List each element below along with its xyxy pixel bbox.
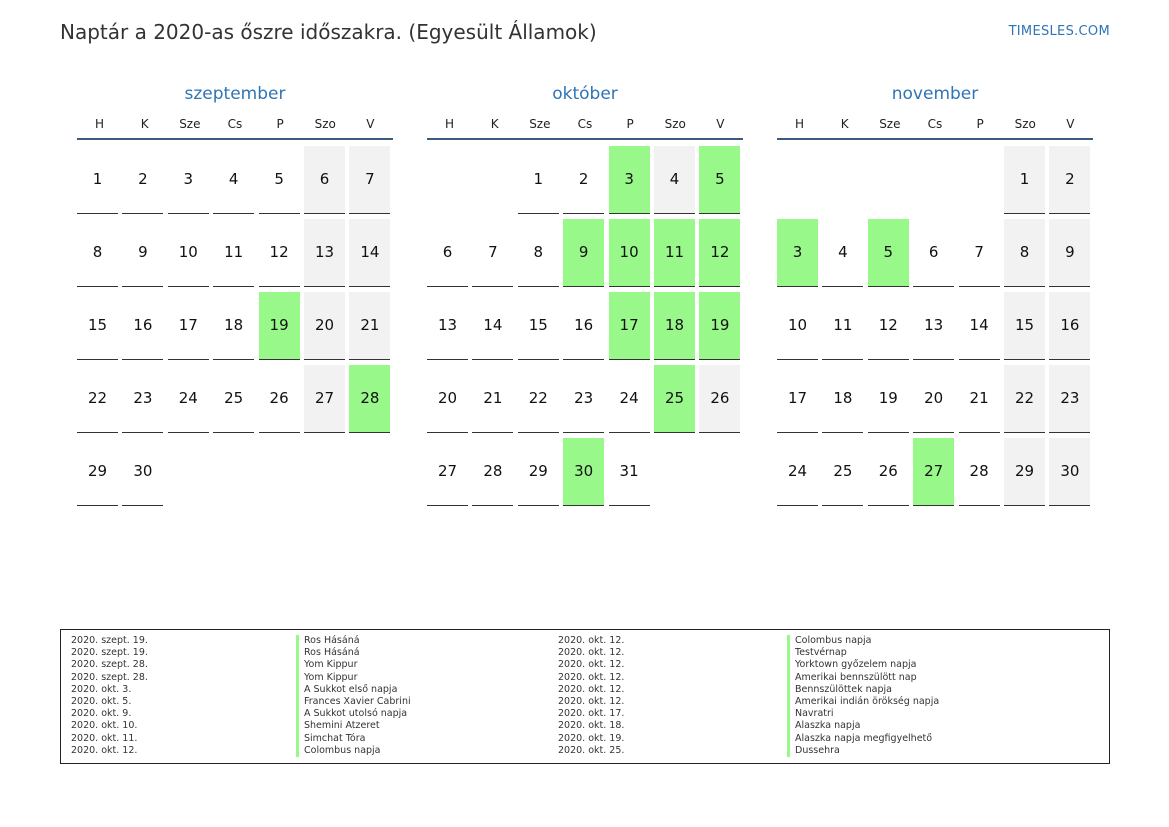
day-cell[interactable]: 22 [518, 365, 559, 433]
day-cell[interactable]: 29 [1004, 438, 1045, 506]
day-cell[interactable]: 8 [1004, 219, 1045, 287]
legend-entry: Shemini Atzeret [296, 720, 411, 732]
legend-entry: Dussehra [787, 745, 939, 757]
day-cell[interactable]: 5 [259, 146, 300, 214]
legend-entry: 2020. szept. 28. [71, 671, 148, 683]
legend-entry: Yom Kippur [296, 672, 411, 684]
legend-entry: 2020. okt. 11. [71, 732, 138, 744]
day-cell[interactable]: 6 [427, 219, 468, 287]
day-cell[interactable]: 27 [913, 438, 954, 506]
day-cell[interactable]: 24 [777, 438, 818, 506]
legend-entry: 2020. okt. 12. [558, 671, 625, 683]
day-cell[interactable]: 29 [77, 438, 118, 506]
day-cell[interactable]: 25 [822, 438, 863, 506]
legend-entry: 2020. okt. 3. [71, 683, 132, 695]
weekday-label: P [626, 117, 634, 131]
day-cell[interactable]: 18 [654, 292, 695, 360]
day-cell[interactable]: 18 [822, 365, 863, 433]
weekday-label: P [276, 117, 284, 131]
day-cell[interactable]: 16 [122, 292, 163, 360]
legend-names-col-2 [787, 635, 939, 757]
day-cell[interactable]: 3 [777, 219, 818, 287]
legend-entry: Colombus napja [787, 635, 939, 647]
weekday-label: Sze [529, 117, 551, 131]
day-cell[interactable]: 13 [913, 292, 954, 360]
day-cell[interactable]: 17 [168, 292, 209, 360]
month-name: október [552, 84, 618, 104]
day-cell[interactable]: 22 [1004, 365, 1045, 433]
legend-entry: 2020. okt. 5. [71, 696, 132, 708]
legend-entry: 2020. okt. 12. [558, 659, 625, 671]
legend-entry: 2020. okt. 19. [558, 732, 625, 744]
day-cell[interactable]: 9 [563, 219, 604, 287]
day-cell[interactable]: 10 [777, 292, 818, 360]
legend-entry: 2020. okt. 10. [71, 720, 138, 732]
weekday-label: Szo [314, 117, 336, 131]
legend-entry: Simchat Tóra [296, 733, 411, 745]
month-0 [77, 82, 393, 480]
day-cell[interactable]: 30 [122, 438, 163, 506]
day-cell[interactable]: 23 [563, 365, 604, 433]
legend-entry: Navratri [787, 708, 939, 720]
weekday-label: H [795, 117, 805, 131]
day-cell[interactable]: 25 [654, 365, 695, 433]
day-cell[interactable]: 16 [563, 292, 604, 360]
weekday-label: Cs [927, 117, 943, 131]
day-cell[interactable]: 5 [868, 219, 909, 287]
day-cell[interactable]: 6 [913, 219, 954, 287]
day-cell[interactable]: 8 [77, 219, 118, 287]
legend-entry: Colombus napja [296, 745, 411, 757]
legend-entry: Ros Hásáná [296, 647, 411, 659]
day-cell[interactable]: 10 [168, 219, 209, 287]
day-cell[interactable]: 23 [122, 365, 163, 433]
legend-entry: 2020. okt. 25. [558, 744, 625, 756]
day-cell[interactable]: 24 [609, 365, 650, 433]
day-cell[interactable]: 27 [427, 438, 468, 506]
day-cell[interactable]: 13 [304, 219, 345, 287]
legend-entry: 2020. okt. 9. [71, 708, 132, 720]
day-cell[interactable]: 28 [472, 438, 513, 506]
day-cell[interactable]: 30 [563, 438, 604, 506]
weekday-label: Cs [577, 117, 593, 131]
day-cell[interactable]: 20 [304, 292, 345, 360]
holiday-legend [60, 629, 1110, 764]
day-cell[interactable]: 11 [654, 219, 695, 287]
day-cell[interactable]: 27 [304, 365, 345, 433]
day-cell[interactable]: 21 [472, 365, 513, 433]
weekday-label: K [140, 117, 149, 131]
day-cell[interactable]: 6 [304, 146, 345, 214]
legend-entry: Ros Hásáná [296, 635, 411, 647]
day-cell[interactable]: 14 [959, 292, 1000, 360]
day-cell[interactable]: 3 [168, 146, 209, 214]
day-cell[interactable]: 9 [1049, 219, 1090, 287]
legend-entry: Amerikai indián örökség napja [787, 696, 939, 708]
day-cell[interactable]: 2 [1049, 146, 1090, 214]
day-cell[interactable]: 4 [822, 219, 863, 287]
day-cell[interactable]: 21 [349, 292, 390, 360]
weekday-label: V [366, 117, 375, 131]
day-cell[interactable]: 14 [472, 292, 513, 360]
legend-names-col-1 [296, 635, 411, 757]
day-cell[interactable]: 15 [1004, 292, 1045, 360]
legend-entry: Bennszülöttek napja [787, 684, 939, 696]
month-2 [777, 82, 1093, 480]
legend-entry: 2020. okt. 17. [558, 708, 625, 720]
day-cell[interactable]: 22 [77, 365, 118, 433]
day-cell[interactable]: 20 [427, 365, 468, 433]
day-cell[interactable]: 7 [959, 219, 1000, 287]
legend-dates-col-2 [558, 635, 624, 757]
legend-entry: 2020. szept. 19. [71, 647, 148, 659]
day-cell[interactable]: 13 [427, 292, 468, 360]
day-cell[interactable]: 11 [822, 292, 863, 360]
day-cell[interactable]: 14 [349, 219, 390, 287]
day-cell[interactable]: 15 [77, 292, 118, 360]
weekday-label: K [840, 117, 849, 131]
day-cell[interactable]: 28 [959, 438, 1000, 506]
legend-entry: A Sukkot utolsó napja [296, 708, 411, 720]
day-cell[interactable]: 10 [609, 219, 650, 287]
day-cell[interactable]: 4 [654, 146, 695, 214]
legend-entry: 2020. okt. 12. [558, 683, 625, 695]
day-cell[interactable]: 19 [868, 365, 909, 433]
month-1 [427, 82, 743, 480]
legend-entry: 2020. okt. 12. [558, 696, 625, 708]
legend-entry: Amerikai bennszülött nap [787, 672, 939, 684]
legend-entry: Yom Kippur [296, 659, 411, 671]
day-cell[interactable]: 7 [349, 146, 390, 214]
day-cell[interactable]: 2 [563, 146, 604, 214]
month-name: szeptember [184, 84, 286, 104]
legend-entry: Frances Xavier Cabrini [296, 696, 411, 708]
legend-entry: A Sukkot első napja [296, 684, 411, 696]
legend-entry: 2020. szept. 19. [71, 635, 148, 646]
day-cell[interactable]: 12 [699, 219, 740, 287]
day-cell[interactable]: 1 [1004, 146, 1045, 214]
legend-entry: Testvérnap [787, 647, 939, 659]
day-cell[interactable]: 16 [1049, 292, 1090, 360]
legend-entry: 2020. okt. 12. [558, 647, 625, 659]
day-cell[interactable]: 7 [472, 219, 513, 287]
legend-entry: 2020. okt. 12. [71, 744, 138, 756]
day-cell[interactable]: 15 [518, 292, 559, 360]
day-cell[interactable]: 25 [213, 365, 254, 433]
day-cell[interactable]: 12 [868, 292, 909, 360]
legend-entry: Yorktown győzelem napja [787, 659, 939, 671]
weekday-label: V [1066, 117, 1075, 131]
day-cell[interactable]: 19 [699, 292, 740, 360]
day-cell[interactable]: 19 [259, 292, 300, 360]
legend-entry: 2020. okt. 12. [558, 635, 625, 646]
day-cell[interactable]: 9 [122, 219, 163, 287]
site-link[interactable]: TIMESLES.COM [1008, 24, 1110, 39]
page-title: Naptár a 2020-as őszre időszakra. (Egyesült Államok) [60, 20, 597, 44]
weekday-label: Szo [664, 117, 686, 131]
weekday-header [777, 116, 1093, 140]
day-cell[interactable]: 29 [518, 438, 559, 506]
legend-entry: Alaszka napja megfigyelhető [787, 733, 939, 745]
weekday-label: Szo [1014, 117, 1036, 131]
weekday-header [77, 116, 393, 140]
weekday-label: P [976, 117, 984, 131]
day-cell[interactable]: 26 [259, 365, 300, 433]
legend-entry: Alaszka napja [787, 720, 939, 732]
day-cell[interactable]: 28 [349, 365, 390, 433]
day-cell[interactable]: 20 [913, 365, 954, 433]
day-cell[interactable]: 26 [868, 438, 909, 506]
weekday-label: V [716, 117, 725, 131]
day-cell[interactable]: 31 [609, 438, 650, 506]
weekday-label: K [490, 117, 499, 131]
month-name: november [891, 84, 979, 104]
day-cell[interactable]: 12 [259, 219, 300, 287]
day-cell[interactable]: 30 [1049, 438, 1090, 506]
legend-entry: 2020. okt. 18. [558, 720, 625, 732]
weekday-label: H [445, 117, 455, 131]
day-cell[interactable]: 17 [609, 292, 650, 360]
day-cell[interactable]: 2 [122, 146, 163, 214]
legend-entry: 2020. szept. 28. [71, 659, 148, 671]
day-cell[interactable]: 24 [168, 365, 209, 433]
day-cell[interactable]: 1 [518, 146, 559, 214]
day-cell[interactable]: 4 [213, 146, 254, 214]
weekday-label: H [95, 117, 105, 131]
day-cell[interactable]: 1 [77, 146, 118, 214]
day-cell[interactable]: 11 [213, 219, 254, 287]
legend-dates-col-1 [71, 635, 148, 757]
day-cell[interactable]: 17 [777, 365, 818, 433]
weekday-label: Cs [227, 117, 243, 131]
weekday-label: Sze [879, 117, 901, 131]
day-cell[interactable]: 18 [213, 292, 254, 360]
day-cell[interactable]: 5 [699, 146, 740, 214]
weekday-header [427, 116, 743, 140]
day-cell[interactable]: 8 [518, 219, 559, 287]
day-cell[interactable]: 3 [609, 146, 650, 214]
day-cell[interactable]: 23 [1049, 365, 1090, 433]
day-cell[interactable]: 26 [699, 365, 740, 433]
weekday-label: Sze [179, 117, 201, 131]
day-cell[interactable]: 21 [959, 365, 1000, 433]
